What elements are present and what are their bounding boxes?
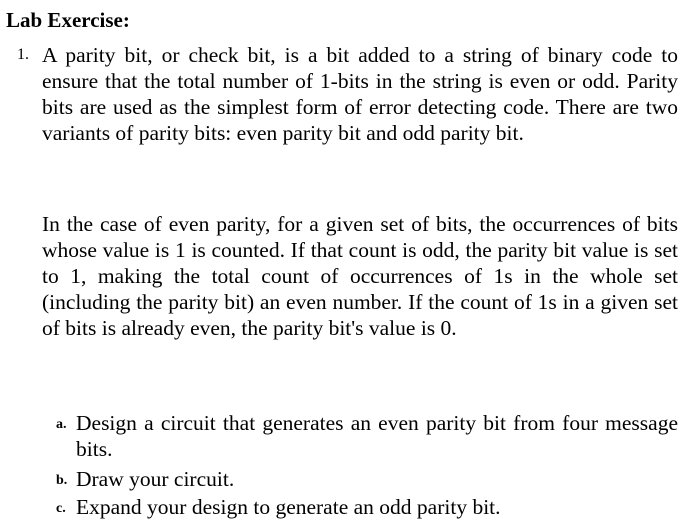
- paragraph-even-parity: In the case of even parity, for a given set of bits, the occurrences of bits whose value is 1 is counted. If that count is odd, the parity bit value is set to 1, making the total count of occurrences of 1s in the whole set (including the parity bit) an even number. If the count of 1s in a given set of bits is already even, the parity bit's value is 0.: [42, 212, 678, 340]
- subitem-marker-a: a.: [56, 417, 67, 432]
- subitem-marker-b: b.: [56, 473, 68, 488]
- subitem-text-a: Design a circuit that generates an even parity bit from four message bits.: [76, 411, 678, 461]
- subitem-marker-c: c.: [56, 501, 66, 516]
- paragraph-parity-definition: A parity bit, or check bit, is a bit added to a string of binary code to ensure that the total number of 1-bits in the string is even or odd. Parity bits are used as the simplest form of error detecting code. There are two variants of parity bits: even parity bit and odd parity bit.: [42, 43, 678, 145]
- list-item-number: 1.: [17, 46, 29, 63]
- subitem-text-c: Expand your design to generate an odd parity bit.: [76, 495, 501, 519]
- page-title: Lab Exercise:: [6, 8, 130, 32]
- subitem-text-b: Draw your circuit.: [76, 467, 235, 491]
